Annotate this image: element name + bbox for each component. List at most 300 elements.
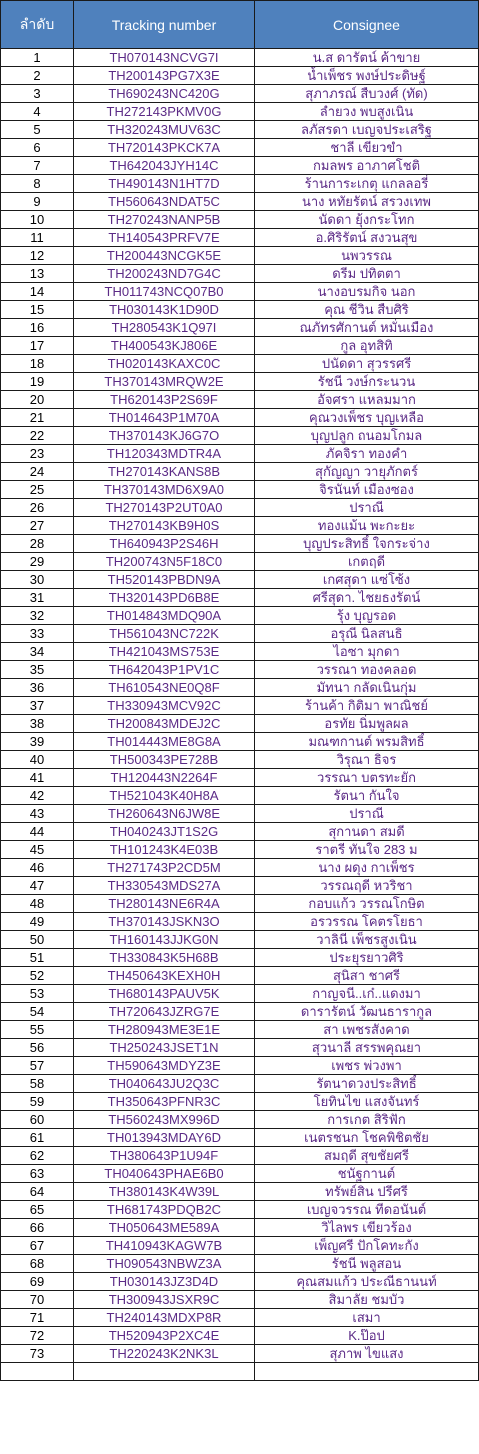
row-number-cell: 22 — [1, 427, 74, 445]
consignee-cell: เกศสุดา แซ่โซ้ง — [255, 571, 479, 589]
consignee-cell: กมลพร อาภาศโชติ — [255, 157, 479, 175]
table-row — [1, 1129, 479, 1147]
row-number-cell — [1, 1363, 74, 1381]
tracking-number-cell: TH590643MDYZ3E — [74, 1057, 255, 1075]
consignee-cell: ปนัดดา สุวรรศรี — [255, 355, 479, 373]
tracking-number-cell — [74, 1363, 255, 1381]
row-number-cell: 65 — [1, 1201, 74, 1219]
consignee-cell: น.ส ดารัตน์ ค้าขาย — [255, 49, 479, 67]
tracking-number-cell: TH500343PE728B — [74, 751, 255, 769]
consignee-cell: สุภาพ ไขแสง — [255, 1345, 479, 1363]
tracking-number-cell: TH720143PKCK7A — [74, 139, 255, 157]
consignee-cell: นาง หทัยรัตน์ สรวงเทพ — [255, 193, 479, 211]
row-number-cell: 26 — [1, 499, 74, 517]
consignee-cell: ณภัทรศักานต์ หมั่นเมือง — [255, 319, 479, 337]
row-number-cell: 67 — [1, 1237, 74, 1255]
consignee-cell: วรรณา บตรทะยัก — [255, 769, 479, 787]
table-row — [1, 913, 479, 931]
tracking-number-cell: TH370143KJ6G7O — [74, 427, 255, 445]
consignee-cell: เสมา — [255, 1309, 479, 1327]
row-number-cell: 40 — [1, 751, 74, 769]
consignee-cell: เบญจวรรณ ทีดอนันต์ — [255, 1201, 479, 1219]
table-row — [1, 1219, 479, 1237]
row-number-cell: 33 — [1, 625, 74, 643]
table-body — [1, 49, 479, 1381]
table-row — [1, 409, 479, 427]
row-number-cell: 48 — [1, 895, 74, 913]
consignee-cell: ร้านค้า กิติมา พาณิชย์ — [255, 697, 479, 715]
consignee-cell: มณฑกานต์ พรมสิทธิ์ — [255, 733, 479, 751]
tracking-number-cell: TH330543MDS27A — [74, 877, 255, 895]
tracking-number-cell: TH050643ME589A — [74, 1219, 255, 1237]
table-row — [1, 67, 479, 85]
table-row — [1, 859, 479, 877]
tracking-number-cell: TH160143JJKG0N — [74, 931, 255, 949]
table-row — [1, 139, 479, 157]
table-row — [1, 121, 479, 139]
tracking-number-cell: TH490143N1HT7D — [74, 175, 255, 193]
table-row — [1, 589, 479, 607]
row-number-cell: 69 — [1, 1273, 74, 1291]
consignee-cell: น้ำเพ็ชร พงษ์ประดิษฐ์ — [255, 67, 479, 85]
tracking-number-cell: TH014843MDQ90A — [74, 607, 255, 625]
tracking-number-cell: TH101243K4E03B — [74, 841, 255, 859]
tracking-number-cell: TH030143K1D90D — [74, 301, 255, 319]
tracking-number-cell: TH320143PD6B8E — [74, 589, 255, 607]
row-number-cell: 19 — [1, 373, 74, 391]
row-number-cell: 47 — [1, 877, 74, 895]
row-number-cell: 28 — [1, 535, 74, 553]
row-number-cell: 35 — [1, 661, 74, 679]
header-consignee: Consignee — [255, 1, 479, 49]
table-row — [1, 265, 479, 283]
row-number-cell: 12 — [1, 247, 74, 265]
consignee-cell: ทองแม้น พะกะยะ — [255, 517, 479, 535]
row-number-cell: 61 — [1, 1129, 74, 1147]
table-row — [1, 49, 479, 67]
consignee-cell: ลำยวง พบสูงเนิน — [255, 103, 479, 121]
tracking-number-cell: TH610543NE0Q8F — [74, 679, 255, 697]
consignee-cell: คุณสมแก้ว ประณีธานนท์ — [255, 1273, 479, 1291]
consignee-cell: วรรณา ทองคลอด — [255, 661, 479, 679]
row-number-cell: 39 — [1, 733, 74, 751]
tracking-number-cell: TH030143JZ3D4D — [74, 1273, 255, 1291]
tracking-number-cell: TH270143P2UT0A0 — [74, 499, 255, 517]
table-row — [1, 85, 479, 103]
row-number-cell: 9 — [1, 193, 74, 211]
table-row — [1, 1093, 479, 1111]
tracking-number-cell: TH120343MDTR4A — [74, 445, 255, 463]
consignee-cell: เพชร พ่วงพา — [255, 1057, 479, 1075]
tracking-number-cell: TH013943MDAY6D — [74, 1129, 255, 1147]
table-row — [1, 319, 479, 337]
table-row — [1, 247, 479, 265]
table-row — [1, 1291, 479, 1309]
consignee-cell: ร้านการะเกตุ แกลลอรี่ — [255, 175, 479, 193]
tracking-number-cell: TH330943MCV92C — [74, 697, 255, 715]
tracking-number-cell: TH040243JT1S2G — [74, 823, 255, 841]
consignee-cell: อรวรรณ โคตรโยธา — [255, 913, 479, 931]
row-number-cell: 37 — [1, 697, 74, 715]
consignee-cell: สา เพชรสังคาด — [255, 1021, 479, 1039]
table-row — [1, 1057, 479, 1075]
tracking-number-cell: TH330843K5H68B — [74, 949, 255, 967]
header-sequence-number: ลำดับ — [1, 1, 74, 49]
table-row — [1, 1255, 479, 1273]
table-row — [1, 625, 479, 643]
table-row — [1, 571, 479, 589]
tracking-number-cell: TH014643P1M70A — [74, 409, 255, 427]
row-number-cell: 1 — [1, 49, 74, 67]
table-row — [1, 1363, 479, 1381]
table-row — [1, 751, 479, 769]
table-row — [1, 985, 479, 1003]
row-number-cell: 11 — [1, 229, 74, 247]
table-row — [1, 445, 479, 463]
table-row — [1, 643, 479, 661]
consignee-cell: ดรีม ปทิตตา — [255, 265, 479, 283]
row-number-cell: 51 — [1, 949, 74, 967]
consignee-cell: อัจศรา แหลมมาก — [255, 391, 479, 409]
table-row — [1, 1165, 479, 1183]
tracking-number-cell: TH070143NCVG7I — [74, 49, 255, 67]
row-number-cell: 3 — [1, 85, 74, 103]
consignee-cell: อรทัย นิ่มพูลผล — [255, 715, 479, 733]
consignee-cell: ประยุรยาวศิริ — [255, 949, 479, 967]
table-row — [1, 193, 479, 211]
table-row — [1, 733, 479, 751]
consignee-cell: นัดดา ยุ้งกระโทก — [255, 211, 479, 229]
table-row — [1, 1111, 479, 1129]
row-number-cell: 45 — [1, 841, 74, 859]
tracking-number-cell: TH220243K2NK3L — [74, 1345, 255, 1363]
consignee-cell: ลภัสรดา เบญจประเสริฐ — [255, 121, 479, 139]
consignee-cell: วิไลพร เขียวร้อง — [255, 1219, 479, 1237]
tracking-number-cell: TH560243MX996D — [74, 1111, 255, 1129]
consignee-cell: กอบแก้ว วรรณโกษิต — [255, 895, 479, 913]
row-number-cell: 8 — [1, 175, 74, 193]
consignee-cell: เพ็ญศรี ปักโคทะกัง — [255, 1237, 479, 1255]
tracking-number-cell: TH260643N6JW8E — [74, 805, 255, 823]
row-number-cell: 36 — [1, 679, 74, 697]
table-row — [1, 1327, 479, 1345]
tracking-number-cell: TH370143MRQW2E — [74, 373, 255, 391]
consignee-cell: รัชนี วงษ์กระนวน — [255, 373, 479, 391]
tracking-number-cell: TH421043MS753E — [74, 643, 255, 661]
row-number-cell: 24 — [1, 463, 74, 481]
table-row — [1, 841, 479, 859]
tracking-number-cell: TH642043JYH14C — [74, 157, 255, 175]
table-row — [1, 787, 479, 805]
tracking-number-cell: TH300943JSXR9C — [74, 1291, 255, 1309]
row-number-cell: 53 — [1, 985, 74, 1003]
tracking-number-cell: TH200843MDEJ2C — [74, 715, 255, 733]
row-number-cell: 59 — [1, 1093, 74, 1111]
row-number-cell: 68 — [1, 1255, 74, 1273]
table-row — [1, 877, 479, 895]
consignee-cell: เกตฤดี — [255, 553, 479, 571]
consignee-cell: ปราณี — [255, 805, 479, 823]
row-number-cell: 41 — [1, 769, 74, 787]
consignee-cell: วาลินี เพ็ชรสูงเนิน — [255, 931, 479, 949]
consignee-cell: อ.ศิริรัตน์ สงวนสุข — [255, 229, 479, 247]
consignee-cell: รุ้ง บุญรอด — [255, 607, 479, 625]
tracking-number-cell: TH272143PKMV0G — [74, 103, 255, 121]
consignee-cell: ปราณี — [255, 499, 479, 517]
table-row — [1, 931, 479, 949]
table-row — [1, 481, 479, 499]
table-row — [1, 1147, 479, 1165]
table-row — [1, 301, 479, 319]
consignee-cell — [255, 1363, 479, 1381]
consignee-cell: รัตนาดวงประสิทธิ์ — [255, 1075, 479, 1093]
table-row — [1, 967, 479, 985]
row-number-cell: 2 — [1, 67, 74, 85]
row-number-cell: 34 — [1, 643, 74, 661]
tracking-number-cell: TH200243ND7G4C — [74, 265, 255, 283]
table-row — [1, 463, 479, 481]
tracking-number-cell: TH011743NCQ07B0 — [74, 283, 255, 301]
tracking-number-cell: TH040643PHAE6B0 — [74, 1165, 255, 1183]
consignee-cell: คุณวงเพ็ชร บุญเหลือ — [255, 409, 479, 427]
tracking-number-cell: TH200743N5F18C0 — [74, 553, 255, 571]
table-row — [1, 355, 479, 373]
row-number-cell: 18 — [1, 355, 74, 373]
table-row — [1, 1273, 479, 1291]
row-number-cell: 7 — [1, 157, 74, 175]
table-row — [1, 1237, 479, 1255]
consignee-cell: สุนิสา ชาศรี — [255, 967, 479, 985]
table-row — [1, 499, 479, 517]
tracking-number-cell: TH140543PRFV7E — [74, 229, 255, 247]
tracking-number-cell: TH450643KEXH0H — [74, 967, 255, 985]
tracking-number-cell: TH720643JZRG7E — [74, 1003, 255, 1021]
consignee-cell: มัทนา กลัดเนินกุ่ม — [255, 679, 479, 697]
consignee-cell: โยทินไข แสงจันทร์ — [255, 1093, 479, 1111]
tracking-number-cell: TH620143P2S69F — [74, 391, 255, 409]
consignee-cell: นาง ผดุง กาเพ็ชร — [255, 859, 479, 877]
consignee-cell: คุณ ชีวิน สืบศิริ — [255, 301, 479, 319]
tracking-number-cell: TH020143KAXC0C — [74, 355, 255, 373]
row-number-cell: 15 — [1, 301, 74, 319]
consignee-cell: สุวนาลี สรรพคุณยา — [255, 1039, 479, 1057]
consignee-cell: สมฤดี สุขชัยศรี — [255, 1147, 479, 1165]
tracking-number-cell: TH561043NC722K — [74, 625, 255, 643]
consignee-cell: ชนัฐกานต์ — [255, 1165, 479, 1183]
tracking-number-cell: TH380143K4W39L — [74, 1183, 255, 1201]
table-row — [1, 823, 479, 841]
table-row — [1, 697, 479, 715]
table-row — [1, 1345, 479, 1363]
row-number-cell: 55 — [1, 1021, 74, 1039]
row-number-cell: 38 — [1, 715, 74, 733]
consignee-cell: วิรุณา ธิจร — [255, 751, 479, 769]
table-row — [1, 427, 479, 445]
consignee-cell: ศรีสุดา. ไชยธงรัตน์ — [255, 589, 479, 607]
tracking-number-cell: TH280943ME3E1E — [74, 1021, 255, 1039]
row-number-cell: 13 — [1, 265, 74, 283]
consignee-cell: ดารารัตน์ วัฒนธารากูล — [255, 1003, 479, 1021]
table-row — [1, 715, 479, 733]
row-number-cell: 27 — [1, 517, 74, 535]
row-number-cell: 20 — [1, 391, 74, 409]
table-row — [1, 337, 479, 355]
row-number-cell: 21 — [1, 409, 74, 427]
table-row — [1, 1003, 479, 1021]
row-number-cell: 60 — [1, 1111, 74, 1129]
consignee-cell: รัตนา กันใจ — [255, 787, 479, 805]
tracking-number-cell: TH200143PG7X3E — [74, 67, 255, 85]
row-number-cell: 17 — [1, 337, 74, 355]
table-row — [1, 373, 479, 391]
consignee-cell: กาญจนี..เก๋..แดงมา — [255, 985, 479, 1003]
table-row — [1, 535, 479, 553]
row-number-cell: 63 — [1, 1165, 74, 1183]
tracking-number-cell: TH270143KANS8B — [74, 463, 255, 481]
tracking-number-cell: TH090543NBWZ3A — [74, 1255, 255, 1273]
row-number-cell: 25 — [1, 481, 74, 499]
row-number-cell: 30 — [1, 571, 74, 589]
consignee-cell: กูล อุทสิทิ — [255, 337, 479, 355]
row-number-cell: 44 — [1, 823, 74, 841]
consignee-cell: ภัคจิรา ทองคำ — [255, 445, 479, 463]
tracking-number-cell: TH642043P1PV1C — [74, 661, 255, 679]
table-row — [1, 103, 479, 121]
row-number-cell: 32 — [1, 607, 74, 625]
row-number-cell: 71 — [1, 1309, 74, 1327]
tracking-number-cell: TH350643PFNR3C — [74, 1093, 255, 1111]
consignee-cell: วรรณฤดี หวริชา — [255, 877, 479, 895]
tracking-number-cell: TH120443N2264F — [74, 769, 255, 787]
table-row — [1, 805, 479, 823]
consignee-cell: อรุณี นิลสนธิ — [255, 625, 479, 643]
row-number-cell: 73 — [1, 1345, 74, 1363]
consignee-cell: ชาลี เขียวขำ — [255, 139, 479, 157]
consignee-cell: สุกานดา สมดี — [255, 823, 479, 841]
table-row — [1, 1201, 479, 1219]
tracking-number-cell: TH370143MD6X9A0 — [74, 481, 255, 499]
tracking-number-cell: TH520143PBDN9A — [74, 571, 255, 589]
tracking-number-cell: TH560643NDAT5C — [74, 193, 255, 211]
tracking-number-cell: TH320243MUV63C — [74, 121, 255, 139]
tracking-number-cell: TH680143PAUV5K — [74, 985, 255, 1003]
row-number-cell: 50 — [1, 931, 74, 949]
tracking-number-cell: TH280543K1Q97I — [74, 319, 255, 337]
tracking-number-cell: TH520943P2XC4E — [74, 1327, 255, 1345]
consignee-cell: จิรนันท์ เมืองซอง — [255, 481, 479, 499]
consignee-cell: สุภาภรณ์ สืบวงศ์ (ทัด) — [255, 85, 479, 103]
row-number-cell: 6 — [1, 139, 74, 157]
table-row — [1, 769, 479, 787]
consignee-cell: ไอซา มุกดา — [255, 643, 479, 661]
consignee-cell: นางอบรมกิจ นอก — [255, 283, 479, 301]
consignee-cell: นพวรรณ — [255, 247, 479, 265]
table-row — [1, 157, 479, 175]
consignee-cell: K.ป๊อป — [255, 1327, 479, 1345]
consignee-cell: สุกัญญา วายุภักตร์ — [255, 463, 479, 481]
tracking-number-cell: TH370143JSKN3O — [74, 913, 255, 931]
tracking-number-cell: TH690243NC420G — [74, 85, 255, 103]
row-number-cell: 52 — [1, 967, 74, 985]
tracking-number-cell: TH640943P2S46H — [74, 535, 255, 553]
row-number-cell: 31 — [1, 589, 74, 607]
consignee-cell: รัชนี พลูสอน — [255, 1255, 479, 1273]
row-number-cell: 49 — [1, 913, 74, 931]
tracking-number-cell: TH270243NANP5B — [74, 211, 255, 229]
row-number-cell: 66 — [1, 1219, 74, 1237]
table-row — [1, 1309, 479, 1327]
row-number-cell: 10 — [1, 211, 74, 229]
table-row — [1, 517, 479, 535]
table-row — [1, 391, 479, 409]
tracking-number-cell: TH400543KJ806E — [74, 337, 255, 355]
table-row — [1, 211, 479, 229]
table-row — [1, 607, 479, 625]
consignee-cell: ราตรี ทันใจ 283 ม — [255, 841, 479, 859]
table-row — [1, 1021, 479, 1039]
tracking-number-cell: TH681743PDQB2C — [74, 1201, 255, 1219]
tracking-number-cell: TH271743P2CD5M — [74, 859, 255, 877]
row-number-cell: 16 — [1, 319, 74, 337]
table-row — [1, 283, 479, 301]
row-number-cell: 57 — [1, 1057, 74, 1075]
row-number-cell: 46 — [1, 859, 74, 877]
row-number-cell: 56 — [1, 1039, 74, 1057]
table-row — [1, 1183, 479, 1201]
consignee-cell: การเกต สิริฟัก — [255, 1111, 479, 1129]
row-number-cell: 62 — [1, 1147, 74, 1165]
row-number-cell: 23 — [1, 445, 74, 463]
row-number-cell: 58 — [1, 1075, 74, 1093]
consignee-cell: เนตรชนก โชคพิชิตชัย — [255, 1129, 479, 1147]
row-number-cell: 29 — [1, 553, 74, 571]
table-row — [1, 895, 479, 913]
tracking-number-cell: TH410943KAGW7B — [74, 1237, 255, 1255]
header-tracking-number: Tracking number — [74, 1, 255, 49]
tracking-number-cell: TH040643JU2Q3C — [74, 1075, 255, 1093]
tracking-number-cell: TH014443ME8G8A — [74, 733, 255, 751]
table-row — [1, 949, 479, 967]
table-row — [1, 175, 479, 193]
row-number-cell: 54 — [1, 1003, 74, 1021]
row-number-cell: 4 — [1, 103, 74, 121]
consignee-cell: บุญปลูก ถนอมโกมล — [255, 427, 479, 445]
row-number-cell: 43 — [1, 805, 74, 823]
row-number-cell: 42 — [1, 787, 74, 805]
table-header — [1, 1, 479, 49]
table-row — [1, 229, 479, 247]
tracking-number-cell: TH200443NCGK5E — [74, 247, 255, 265]
table-row — [1, 1039, 479, 1057]
table-row — [1, 1075, 479, 1093]
consignee-cell: ทรัพย์สิน ปรีศรี — [255, 1183, 479, 1201]
row-number-cell: 5 — [1, 121, 74, 139]
header-row — [1, 1, 479, 49]
table-row — [1, 661, 479, 679]
tracking-number-cell: TH380643P1U94F — [74, 1147, 255, 1165]
tracking-number-cell: TH280143NE6R4A — [74, 895, 255, 913]
consignee-cell: สิมาลัย ชมบัว — [255, 1291, 479, 1309]
row-number-cell: 72 — [1, 1327, 74, 1345]
tracking-number-cell: TH270143KB9H0S — [74, 517, 255, 535]
tracking-number-cell: TH250243JSET1N — [74, 1039, 255, 1057]
row-number-cell: 70 — [1, 1291, 74, 1309]
consignee-cell: บุญประสิทธิ์ ใจกระจ่าง — [255, 535, 479, 553]
row-number-cell: 64 — [1, 1183, 74, 1201]
row-number-cell: 14 — [1, 283, 74, 301]
table-row — [1, 553, 479, 571]
tracking-number-cell: TH240143MDXP8R — [74, 1309, 255, 1327]
